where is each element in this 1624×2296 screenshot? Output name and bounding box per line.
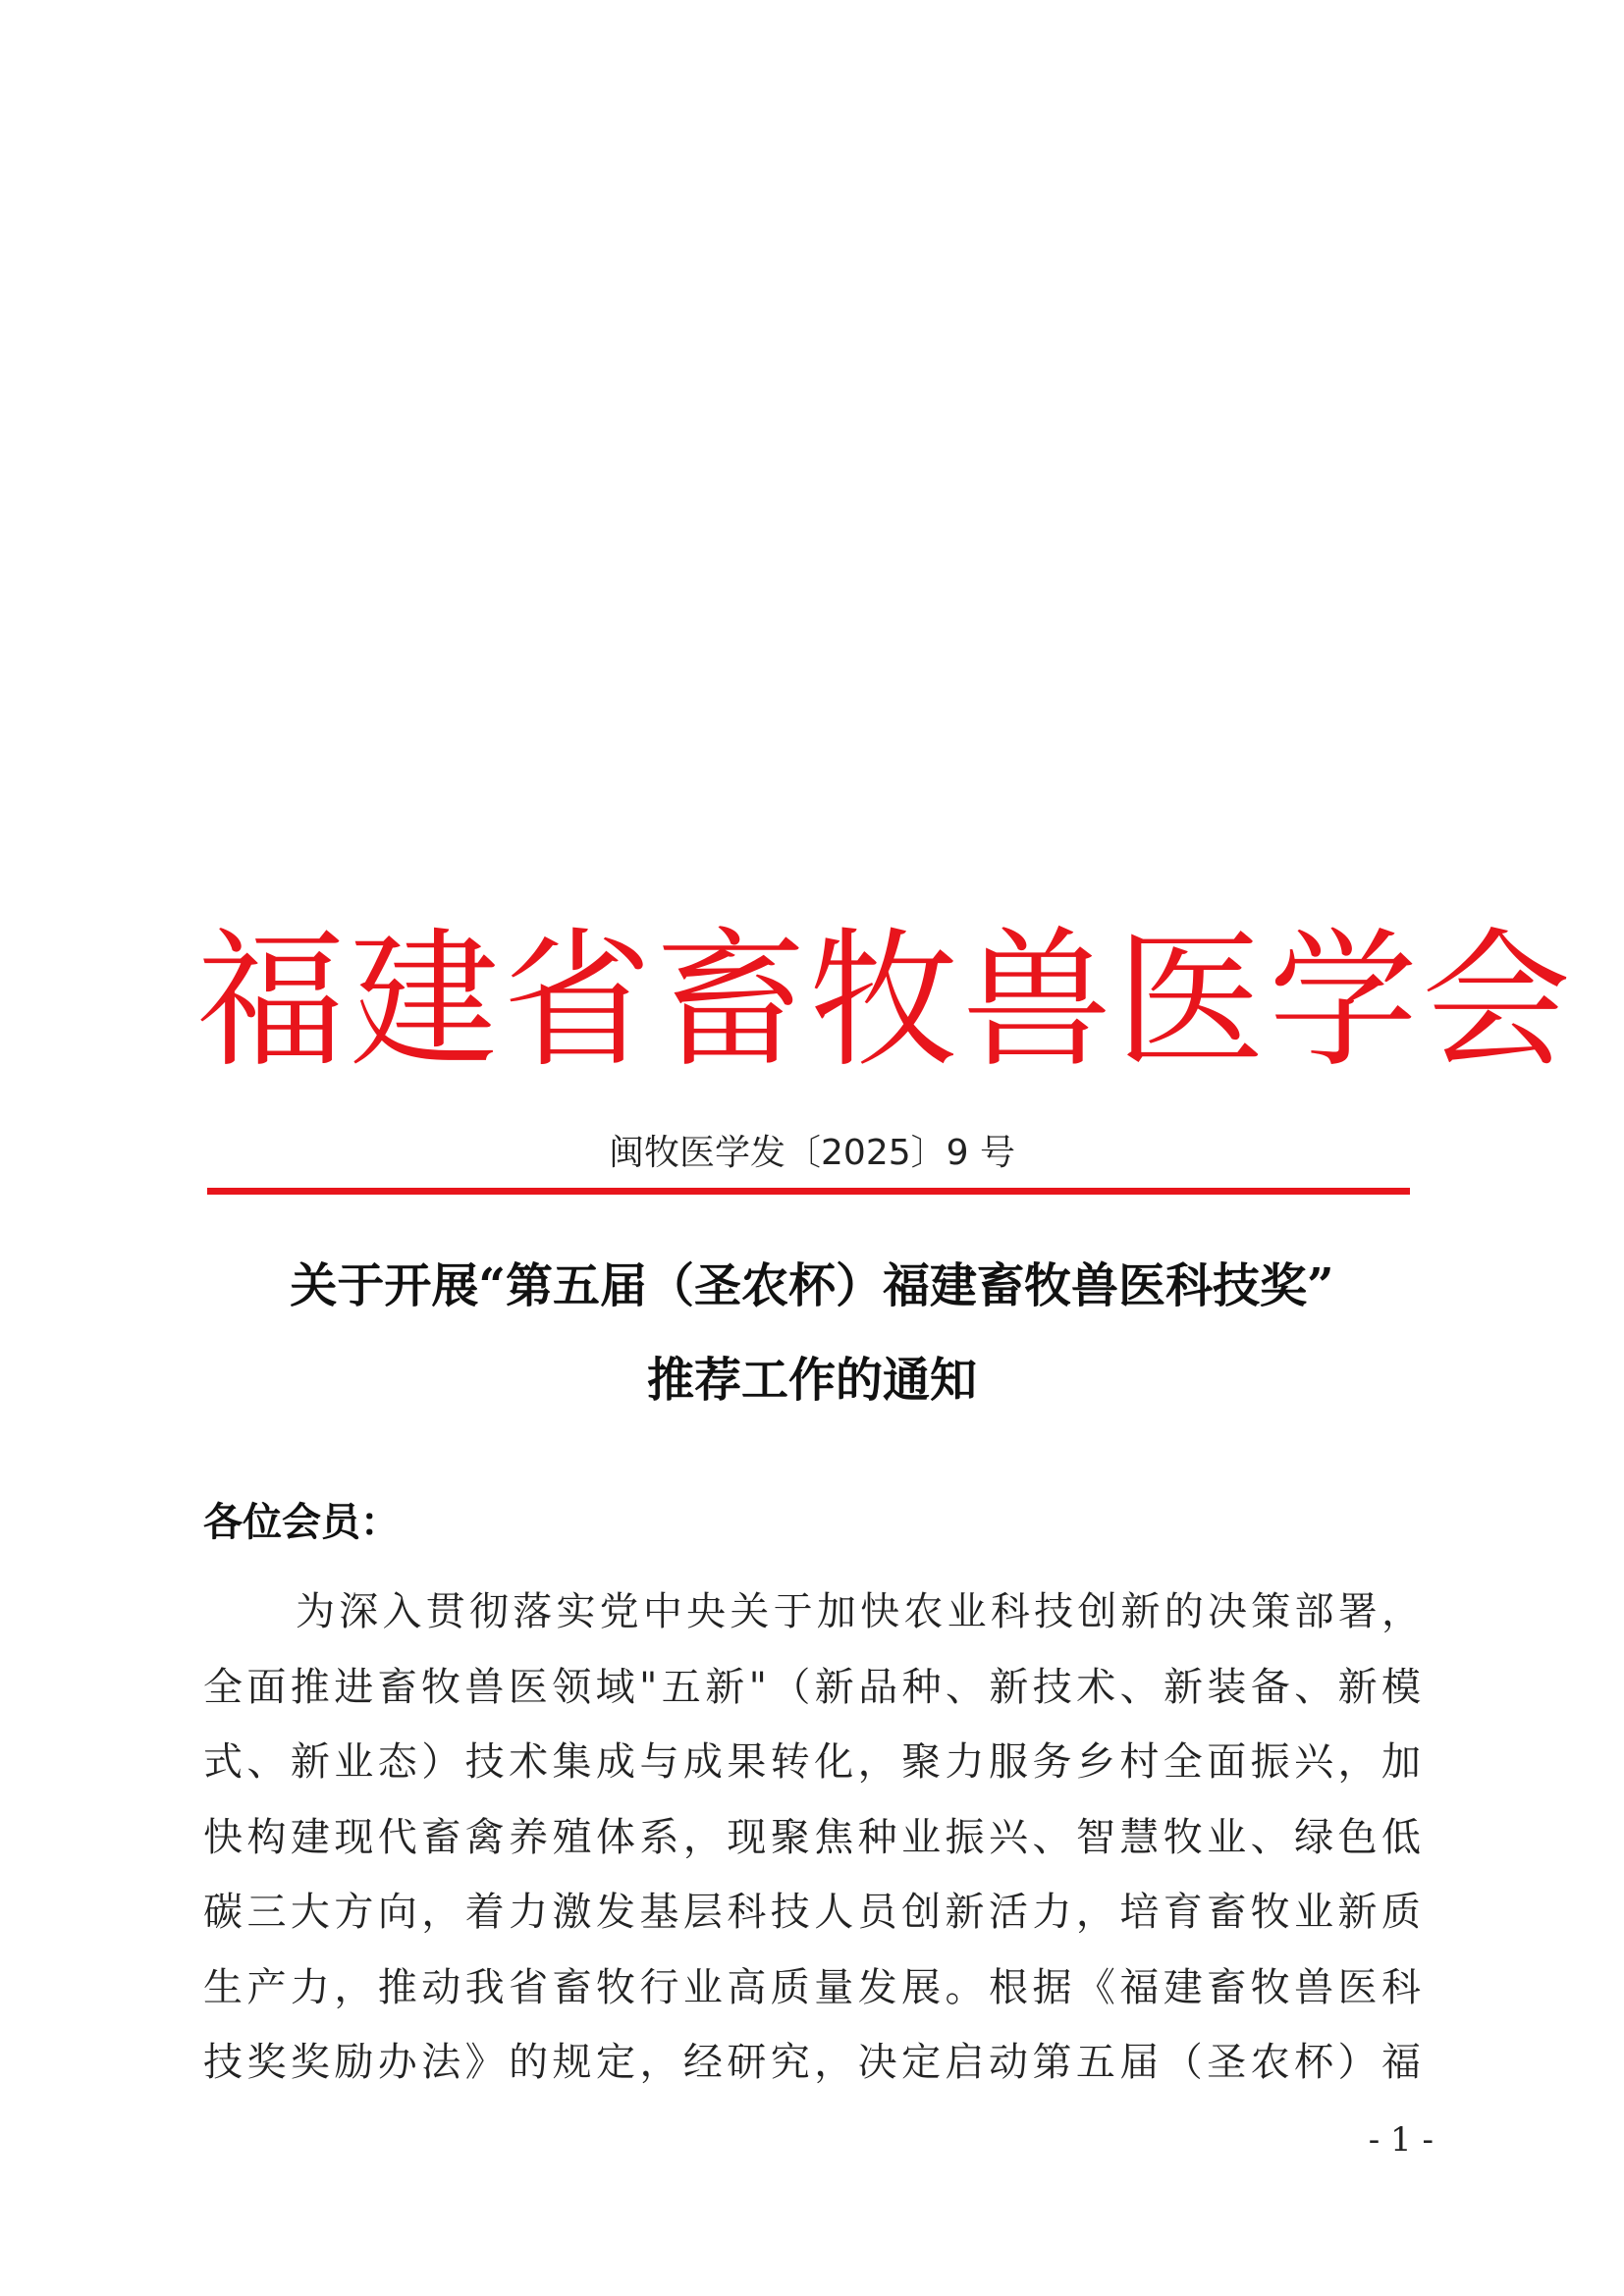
body-line: 全面推进畜牧兽医领域"五新"（新品种、新技术、新装备、新模: [203, 1664, 1421, 1710]
page-number: - 1 -: [1368, 2120, 1434, 2160]
body-line: 式、新业态）技术集成与成果转化，聚力服务乡村全面振兴，加: [203, 1739, 1421, 1785]
body-paragraph: [203, 1575, 1421, 2101]
organization-header: 福建省畜牧兽医学会: [196, 914, 1575, 1088]
document-number: 闽牧医学发〔2025〕9 号: [609, 1133, 1015, 1173]
notice-title-line-1: 关于开展“第五届（圣农杯）福建畜牧兽医科技奖”: [290, 1258, 1334, 1313]
body-line: 为深入贯彻落实党中央关于加快农业科技创新的决策部署，: [296, 1589, 1421, 1634]
body-line: 生产力，推动我省畜牧行业高质量发展。根据《福建畜牧兽医科: [203, 1964, 1421, 2010]
notice-title-line-2: 推荐工作的通知: [646, 1353, 977, 1408]
red-divider-line: [207, 1188, 1410, 1195]
body-line: 技奖奖励办法》的规定，经研究，决定启动第五届（圣农杯）福: [203, 2040, 1421, 2085]
notice-title: [196, 1239, 1428, 1427]
body-line: 碳三大方向，着力激发基层科技人员创新活力，培育畜牧业新质: [203, 1890, 1421, 1935]
body-line: 快构建现代畜禽养殖体系，现聚焦种业振兴、智慧牧业、绿色低: [203, 1814, 1421, 1860]
salutation: 各位会员：: [203, 1500, 400, 1545]
